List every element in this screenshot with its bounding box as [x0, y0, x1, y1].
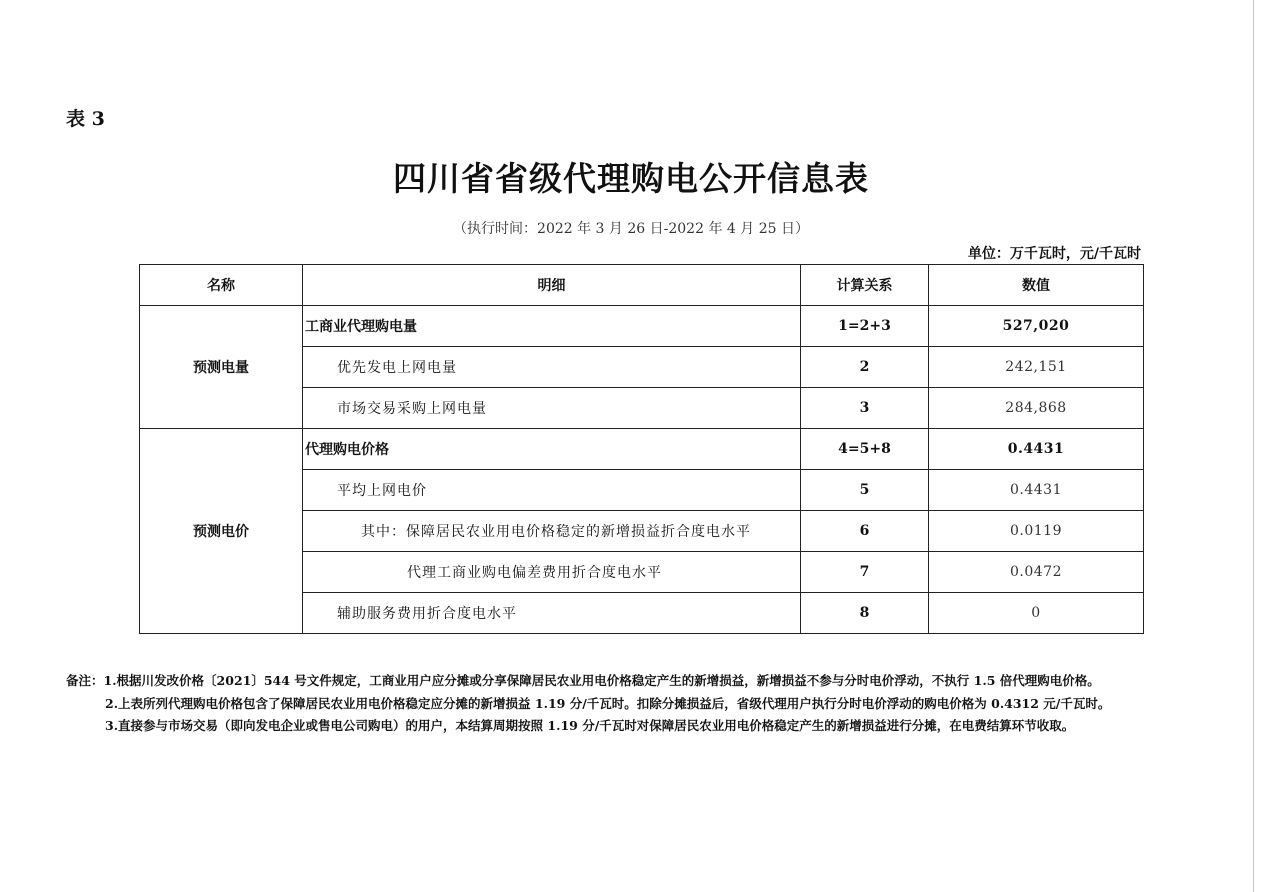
header-detail: 明细: [303, 265, 801, 306]
group-name-forecast-price: 预测电价: [140, 429, 303, 634]
formula-cell: 6: [801, 511, 929, 552]
detail-cell: 代理购电价格: [303, 429, 801, 470]
detail-cell: 代理工商业购电偏差费用折合度电水平: [303, 552, 801, 593]
formula-cell: 8: [801, 593, 929, 634]
value-cell: 284,868: [929, 388, 1144, 429]
value-cell: 0.4431: [929, 429, 1144, 470]
table-header-row: [140, 265, 1144, 306]
table-row: [140, 429, 1144, 470]
detail-cell: 其中：保障居民农业用电价格稳定的新增损益折合度电水平: [303, 511, 801, 552]
detail-cell: 辅助服务费用折合度电水平: [303, 593, 801, 634]
detail-cell: 工商业代理购电量: [303, 306, 801, 347]
formula-cell: 3: [801, 388, 929, 429]
formula-cell: 5: [801, 470, 929, 511]
table-number: 表 3: [66, 108, 105, 130]
note-line: 备注：1.根据川发改价格〔2021〕544 号文件规定，工商业用户应分摊或分享保障居民农业用电价格稳定产生的新增损益，新增损益不参与分时电价浮动，不执行 1.5 倍代理购电价格。: [66, 673, 1100, 688]
header-value: 数值: [929, 265, 1144, 306]
detail-cell: 市场交易采购上网电量: [303, 388, 801, 429]
formula-cell: 1=2+3: [801, 306, 929, 347]
formula-cell: 4=5+8: [801, 429, 929, 470]
detail-cell: 优先发电上网电量: [303, 347, 801, 388]
header-formula: 计算关系: [801, 265, 929, 306]
formula-cell: 2: [801, 347, 929, 388]
detail-cell: 平均上网电价: [303, 470, 801, 511]
header-name: 名称: [140, 265, 303, 306]
formula-cell: 7: [801, 552, 929, 593]
value-cell: 242,151: [929, 347, 1144, 388]
document-title: 四川省省级代理购电公开信息表: [393, 159, 869, 198]
value-cell: 527,020: [929, 306, 1144, 347]
note-line: 2.上表所列代理购电价格包含了保障居民农业用电价格稳定应分摊的新增损益 1.19 分/千瓦时。扣除分摊损益后，省级代理用户执行分时电价浮动的购电价格为 0.4312 元/千瓦时。: [105, 695, 1111, 711]
value-cell: 0.0119: [929, 511, 1144, 552]
note-line: 3.直接参与市场交易（即向发电企业或售电公司购电）的用户，本结算周期按照 1.19 分/千瓦时对保障居民农业用电价格稳定产生的新增损益进行分摊，在电费结算环节收取。: [105, 718, 1075, 733]
info-table: [139, 264, 1144, 634]
unit-note: 单位：万千瓦时，元/千瓦时: [967, 246, 1141, 262]
group-name-forecast-volume: 预测电量: [140, 306, 303, 429]
value-cell: 0.0472: [929, 552, 1144, 593]
execution-period: （执行时间：2022 年 3 月 26 日-2022 年 4 月 25 日）: [453, 221, 809, 237]
page-edge-line: [1253, 0, 1254, 892]
value-cell: 0.4431: [929, 470, 1144, 511]
value-cell: 0: [929, 593, 1144, 634]
table-row: [140, 306, 1144, 347]
notes-section: [66, 670, 1236, 738]
